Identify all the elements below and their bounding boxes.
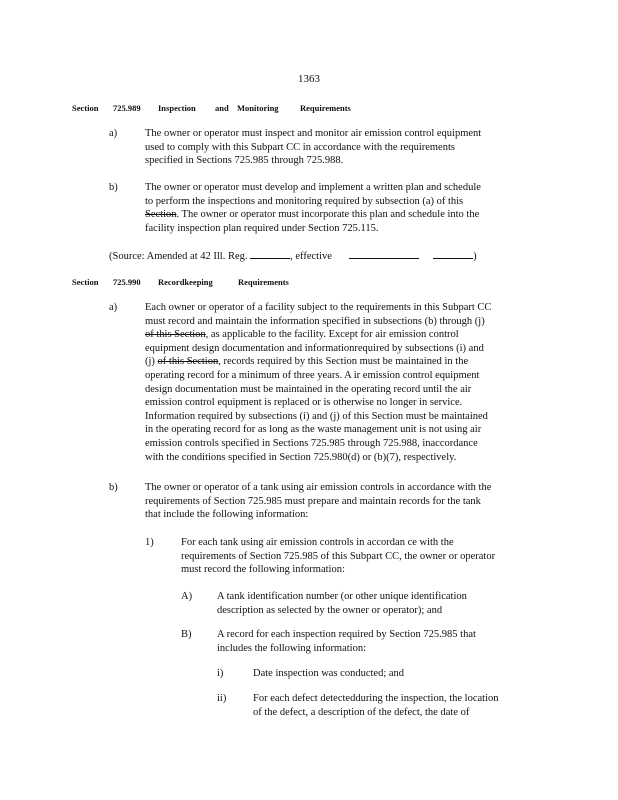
blank-field <box>349 249 419 259</box>
subsection-b-tag: b) <box>109 482 118 493</box>
text-line: emission control equipment is replaced or is otherwise no longer in service. <box>145 397 463 409</box>
text-line: used to comply with this Subpart CC in accordance with the requirements <box>145 141 455 153</box>
item-B-text <box>217 628 476 655</box>
text-line <box>145 355 491 369</box>
struck-text: of this Section <box>157 356 219 368</box>
text-line: equipment design documentation and informationrequired by subsections (i) and <box>145 342 484 354</box>
item-B-tag: B) <box>181 629 192 640</box>
item-1-text <box>181 536 495 577</box>
text-line <box>145 328 491 342</box>
text-line: The owner or operator must inspect and monitor air emission control equipment <box>145 128 482 139</box>
subsection-a-tag: a) <box>109 302 118 313</box>
item-A-tag: A) <box>181 591 193 602</box>
text-line: must record and maintain the information specified in subsections (b) through (j) <box>145 315 485 327</box>
subsection-a-tag: a) <box>109 128 118 139</box>
section-label: Section <box>72 103 99 113</box>
source-text: , effective <box>290 251 332 262</box>
item-A-text <box>217 590 467 617</box>
text-fragment: (j) <box>145 356 155 368</box>
text-line: includes the following information: <box>217 642 367 654</box>
source-note <box>109 249 477 264</box>
source-text: (Source: Amended at 42 Ill. Reg. <box>109 251 248 262</box>
subsection-b-text <box>145 181 481 235</box>
text-fragment: , records required by this Section must be maintained in the <box>218 356 469 368</box>
text-fragment: . The owner or operator must incorporate this plan and schedule into the <box>176 209 480 221</box>
text-line: facility inspection plan required under Section 725.115. <box>145 222 379 234</box>
text-line: For each defect detectedduring the inspection, the location <box>253 693 499 704</box>
subsection-b-text <box>145 481 491 522</box>
subsection-a-text <box>145 127 481 168</box>
text-line: design documentation must be maintained in the operating record until the air <box>145 383 472 395</box>
text-line: A tank identification number (or other unique identification <box>217 591 467 602</box>
text-line: For each tank using air emission controls in accordan ce with the <box>181 537 454 548</box>
struck-text: Section <box>145 209 177 221</box>
section-number: 725.989 <box>113 103 141 113</box>
text-line: with the conditions specified in Section 725.980(d) or (b)(7), respectively. <box>145 451 457 463</box>
text-line: The owner or operator of a tank using air emission controls in accordance with the <box>145 482 492 493</box>
section-number: 725.990 <box>113 277 141 287</box>
text-line: Date inspection was conducted; and <box>253 668 405 679</box>
text-line: to perform the inspections and monitoring required by subsection (a) of this <box>145 195 464 207</box>
item-ii-tag: ii) <box>217 693 227 704</box>
text-line: The owner or operator must develop and implement a written plan and schedule <box>145 182 481 193</box>
section-title-word: Requirements <box>300 103 351 113</box>
source-text: ) <box>473 251 477 262</box>
text-line: requirements of Section 725.985 of this Subpart CC, the owner or operator <box>181 550 496 562</box>
text-line: must record the following information: <box>181 564 345 576</box>
text-line <box>145 208 481 222</box>
item-i-text <box>253 667 404 681</box>
item-1-tag: 1) <box>145 537 154 548</box>
struck-text: of this Section <box>145 329 206 341</box>
text-line: specified in Sections 725.985 through 725.988. <box>145 155 344 167</box>
text-line: of the defect, a description of the defect, the date of <box>253 706 470 718</box>
text-line: Information required by subsections (i) and (j) of this Section must be maintained <box>145 410 488 422</box>
subsection-a-text <box>145 301 491 464</box>
text-line: emission controls specified in Sections 725.985 through 725.988, inaccordance <box>145 437 478 449</box>
text-line: Each owner or operator of a facility subject to the requirements in this Subpart CC <box>145 302 492 313</box>
blank-field <box>250 249 290 259</box>
text-line: in the operating record for as long as the waste management unit is not using air <box>145 424 482 436</box>
text-line: that include the following information: <box>145 509 309 521</box>
text-fragment: , as applicable to the facility. Except for air emission control <box>205 329 459 341</box>
blank-field <box>433 249 473 259</box>
text-line: description as selected by the owner or operator); and <box>217 604 443 616</box>
item-i-tag: i) <box>217 668 224 679</box>
subsection-b-tag: b) <box>109 182 118 193</box>
section-title-word: and <box>215 103 229 113</box>
page-number: 1363 <box>298 73 320 85</box>
section-title-word: Inspection <box>158 103 196 113</box>
section-title-word: Requirements <box>238 277 289 287</box>
text-line: requirements of Section 725.985 must prepare and maintain records for the tank <box>145 495 481 507</box>
text-line: operating record for a minimum of three years. A ir emission control equipment <box>145 369 480 381</box>
section-title-word: Recordkeeping <box>158 277 213 287</box>
section-title-word: Monitoring <box>237 103 279 113</box>
section-label: Section <box>72 277 99 287</box>
item-ii-text <box>253 692 499 719</box>
text-line: A record for each inspection required by Section 725.985 that <box>217 629 476 640</box>
